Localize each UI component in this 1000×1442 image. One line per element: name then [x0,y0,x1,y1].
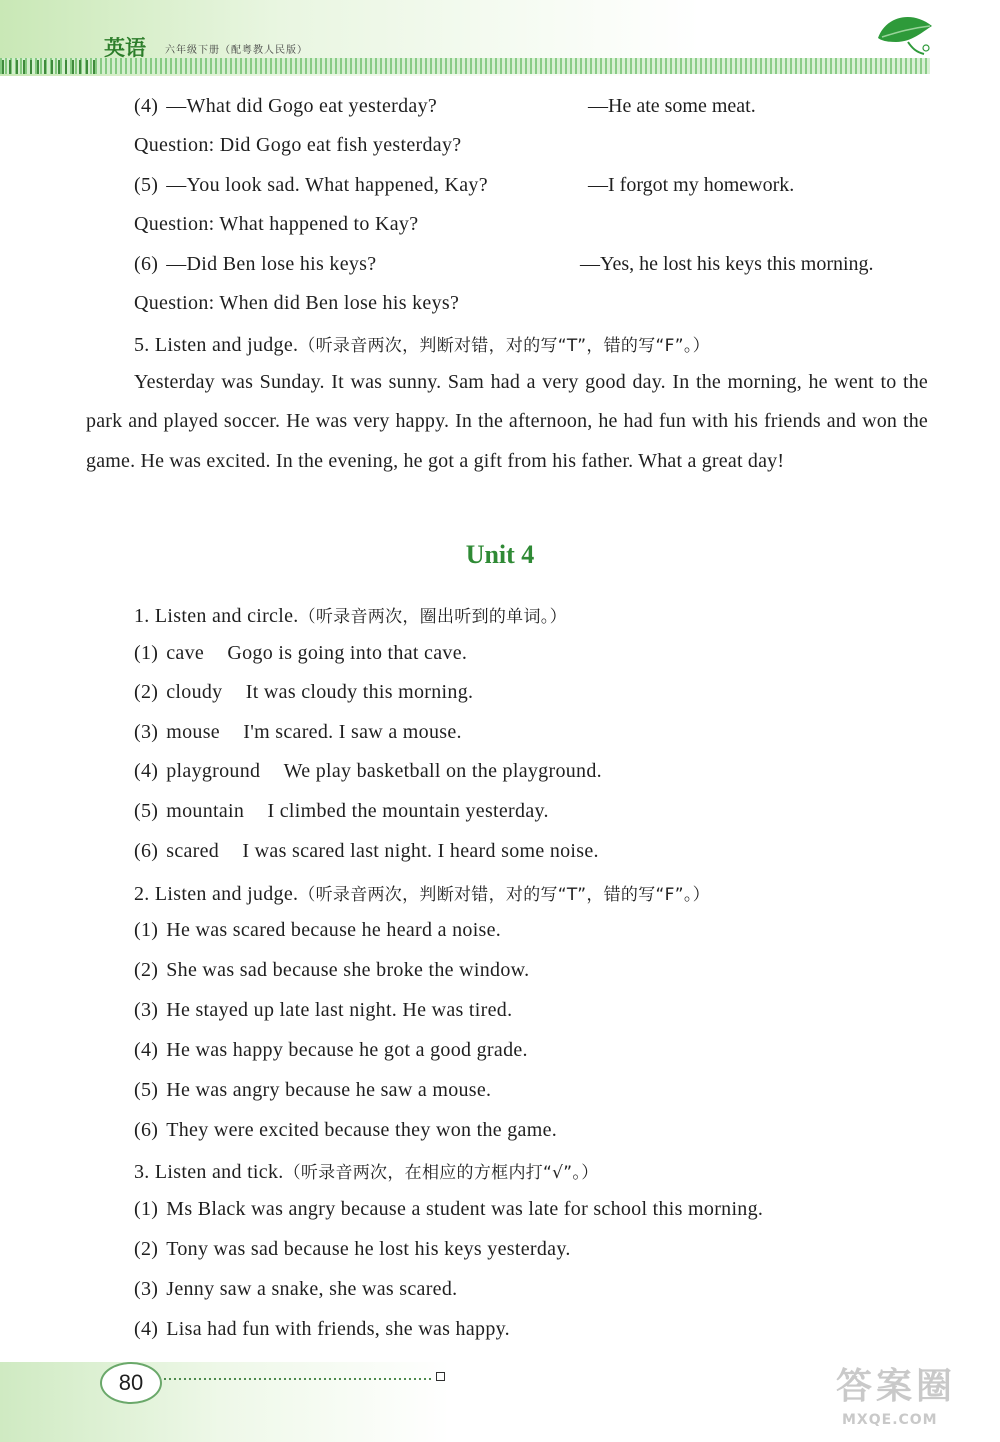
dialogue-item-4: (4) —What did Gogo eat yesterday? [134,95,438,117]
grade-label: 六年级下册（配粤教人民版） [165,45,308,56]
section3-heading: 3. Listen and tick.（听录音两次，在相应的方框内打“√”。） [134,1161,599,1183]
footer-dotted-line [164,1378,434,1380]
question-5: Question: What happened to Kay? [134,213,419,235]
circle-item-4: (4) playground We play basketball on the playground. [134,760,602,782]
task5-heading: 5. Listen and judge.（听录音两次，判断对错，对的写“T”，错的写“F”。） [134,334,710,356]
judge-item-1: (1) He was scared because he heard a noise. [134,919,502,941]
page-number: 80 [100,1362,162,1404]
footer-square-icon [436,1372,445,1381]
judge-item-4: (4) He was happy because he got a good grade. [134,1039,528,1061]
task5-passage: Yesterday was Sunday. It was sunny. Sam had a very good day. In the morning, he went to the park and played soccer. He was very happy. In the afternoon, he had fun with his friends and won the game. He was excited. In the evening, he got a gift from his father. What a great day! [86,371,928,472]
tick-item-2: (2) Tony was sad because he lost his keys yesterday. [134,1238,571,1260]
question-4: Question: Did Gogo eat fish yesterday? [134,134,462,156]
tick-item-4: (4) Lisa had fun with friends, she was happy. [134,1318,510,1340]
circle-item-2: (2) cloudy It was cloudy this morning. [134,681,474,703]
section1-heading: 1. Listen and circle.（听录音两次，圈出听到的单词。） [134,605,567,627]
header-ticks [2,60,98,74]
circle-item-1: (1) cave Gogo is going into that cave. [134,642,468,664]
watermark-logo: 答案圈 MXQE.COM [836,1366,957,1428]
dialogue-reply-4: —He ate some meat. [588,95,756,117]
circle-item-6: (6) scared I was scared last night. I heard some noise. [134,840,599,862]
leaf-icon [872,8,938,56]
question-6: Question: When did Ben lose his keys? [134,292,460,314]
dialogue-item-5: (5) —You look sad. What happened, Kay? [134,174,488,196]
unit-title: Unit 4 [465,540,535,569]
subject-title: 英语 [104,36,146,60]
judge-item-5: (5) He was angry because he saw a mouse. [134,1079,492,1101]
circle-item-3: (3) mouse I'm scared. I saw a mouse. [134,721,462,743]
judge-item-2: (2) She was sad because she broke the window. [134,959,530,981]
tick-item-3: (3) Jenny saw a snake, she was scared. [134,1278,458,1300]
dialogue-item-6: (6) —Did Ben lose his keys? [134,253,377,275]
circle-item-5: (5) mountain I climbed the mountain yesterday. [134,800,549,822]
dialogue-reply-6: —Yes, he lost his keys this morning. [580,253,874,275]
section2-heading: 2. Listen and judge.（听录音两次，判断对错，对的写“T”，错的写“F”。） [134,883,710,905]
judge-item-3: (3) He stayed up late last night. He was tired. [134,999,513,1021]
dialogue-reply-5: —I forgot my homework. [588,174,795,196]
tick-item-1: (1) Ms Black was angry because a student was late for school this morning. [134,1198,764,1220]
judge-item-6: (6) They were excited because they won the game. [134,1119,558,1141]
